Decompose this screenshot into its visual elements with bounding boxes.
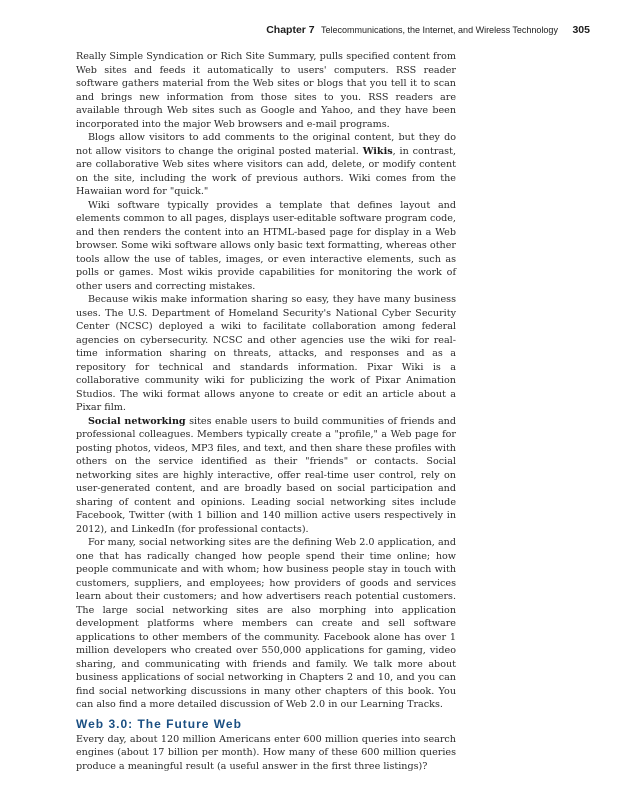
- page-number: 305: [572, 24, 590, 36]
- paragraph-social-networking: Social networking sites enable users to build communities of friends and professional colleagues. Members typically create a "profile," a Web page for posting photos, videos, MP3 files, and text, and then share these profiles with others on the service identified as their "friends" or contacts. Social networking sites are highly interactive, offer real-time user control, rely on user-generated content, and are broadly based on social participation and sharing of content and opinions. Leading social networking sites include Facebook, Twitter (with 1 billion and 140 million active users respectively in 2012), and LinkedIn (for professional contacts).: [76, 415, 456, 535]
- chapter-label: Chapter 7: [266, 24, 315, 36]
- chapter-title: Telecommunications, the Internet, and Wireless Technology: [320, 25, 558, 35]
- term-social-networking: Social networking: [88, 415, 186, 427]
- body-text: [76, 50, 456, 773]
- section-heading: Web 3.0: The Future Web: [76, 716, 242, 731]
- paragraph-web3: Every day, about 120 million Americans enter 600 million queries into search engines (about 17 billion per month). How many of these 600 million queries produce a meaningful result (a useful answer in the first three listings)?: [76, 733, 456, 772]
- paragraph-wikis-intro: Blogs allow visitors to add comments to the original content, but they do not allow visitors to change the original posted material. Wikis, in contrast, are collaborative Web sites where visitors can add, delete, or modify content on the site, including the work of previous authors. Wiki comes from the Hawaiian word for "quick.": [76, 132, 456, 197]
- paragraph-rss: Really Simple Syndication or Rich Site Summary, pulls specified content from Web sites and feeds it automatically to users' computers. RSS reader software gathers material from the Web sites or blogs that you tell it to scan and brings new information from those sites to you. RSS readers are available through Web sites such as Google and Yahoo, and they have been incorporated into the major Web browsers and e-mail programs.: [76, 51, 456, 130]
- paragraph-wiki-business: Because wikis make information sharing so easy, they have many business uses. The U.S. Department of Homeland Security's National Cyber Security Center (NCSC) deployed a wiki to facilitate collaboration among federal agencies on cybersecurity. NCSC and other agencies use the wiki for real-time information sharing on threats, attacks, and responses and as a repository for technical and standards information. Pixar Wiki is a collaborative community wiki for publicizing the work of Pixar Animation Studios. The wiki format allows anyone to create or edit an article about a Pixar film.: [76, 294, 456, 413]
- term-wikis: Wikis: [362, 145, 393, 157]
- paragraph-wiki-software: Wiki software typically provides a template that defines layout and elements common to all pages, displays user-editable software program code, and then renders the content into an HTML-based page for display in a Web browser. Some wiki software allows only basic text formatting, whereas other tools allow the use of tables, images, or even interactive elements, such as polls or games. Most wikis provide capabilities for monitoring the work of other users and correcting mistakes.: [76, 199, 456, 292]
- paragraph-web2: For many, social networking sites are the defining Web 2.0 application, and one that has radically changed how people spend their time online; how people communicate and with whom; how business people stay in touch with customers, suppliers, and employees; how providers of goods and services learn about their customers; and how advertisers reach potential customers. The large social networking sites are also morphing into application development platforms where members can create and sell software applications to other members of the community. Facebook alone has over 1 million developers who created over 550,000 applications for gaming, video sharing, and communicating with friends and family. We talk more about business applications of social networking in Chapters 2 and 10, and you can find social networking discussions in many other chapters of this book. You can also find a more detailed discussion of Web 2.0 in our Learning Tracks.: [76, 537, 456, 710]
- running-header: [0, 23, 590, 37]
